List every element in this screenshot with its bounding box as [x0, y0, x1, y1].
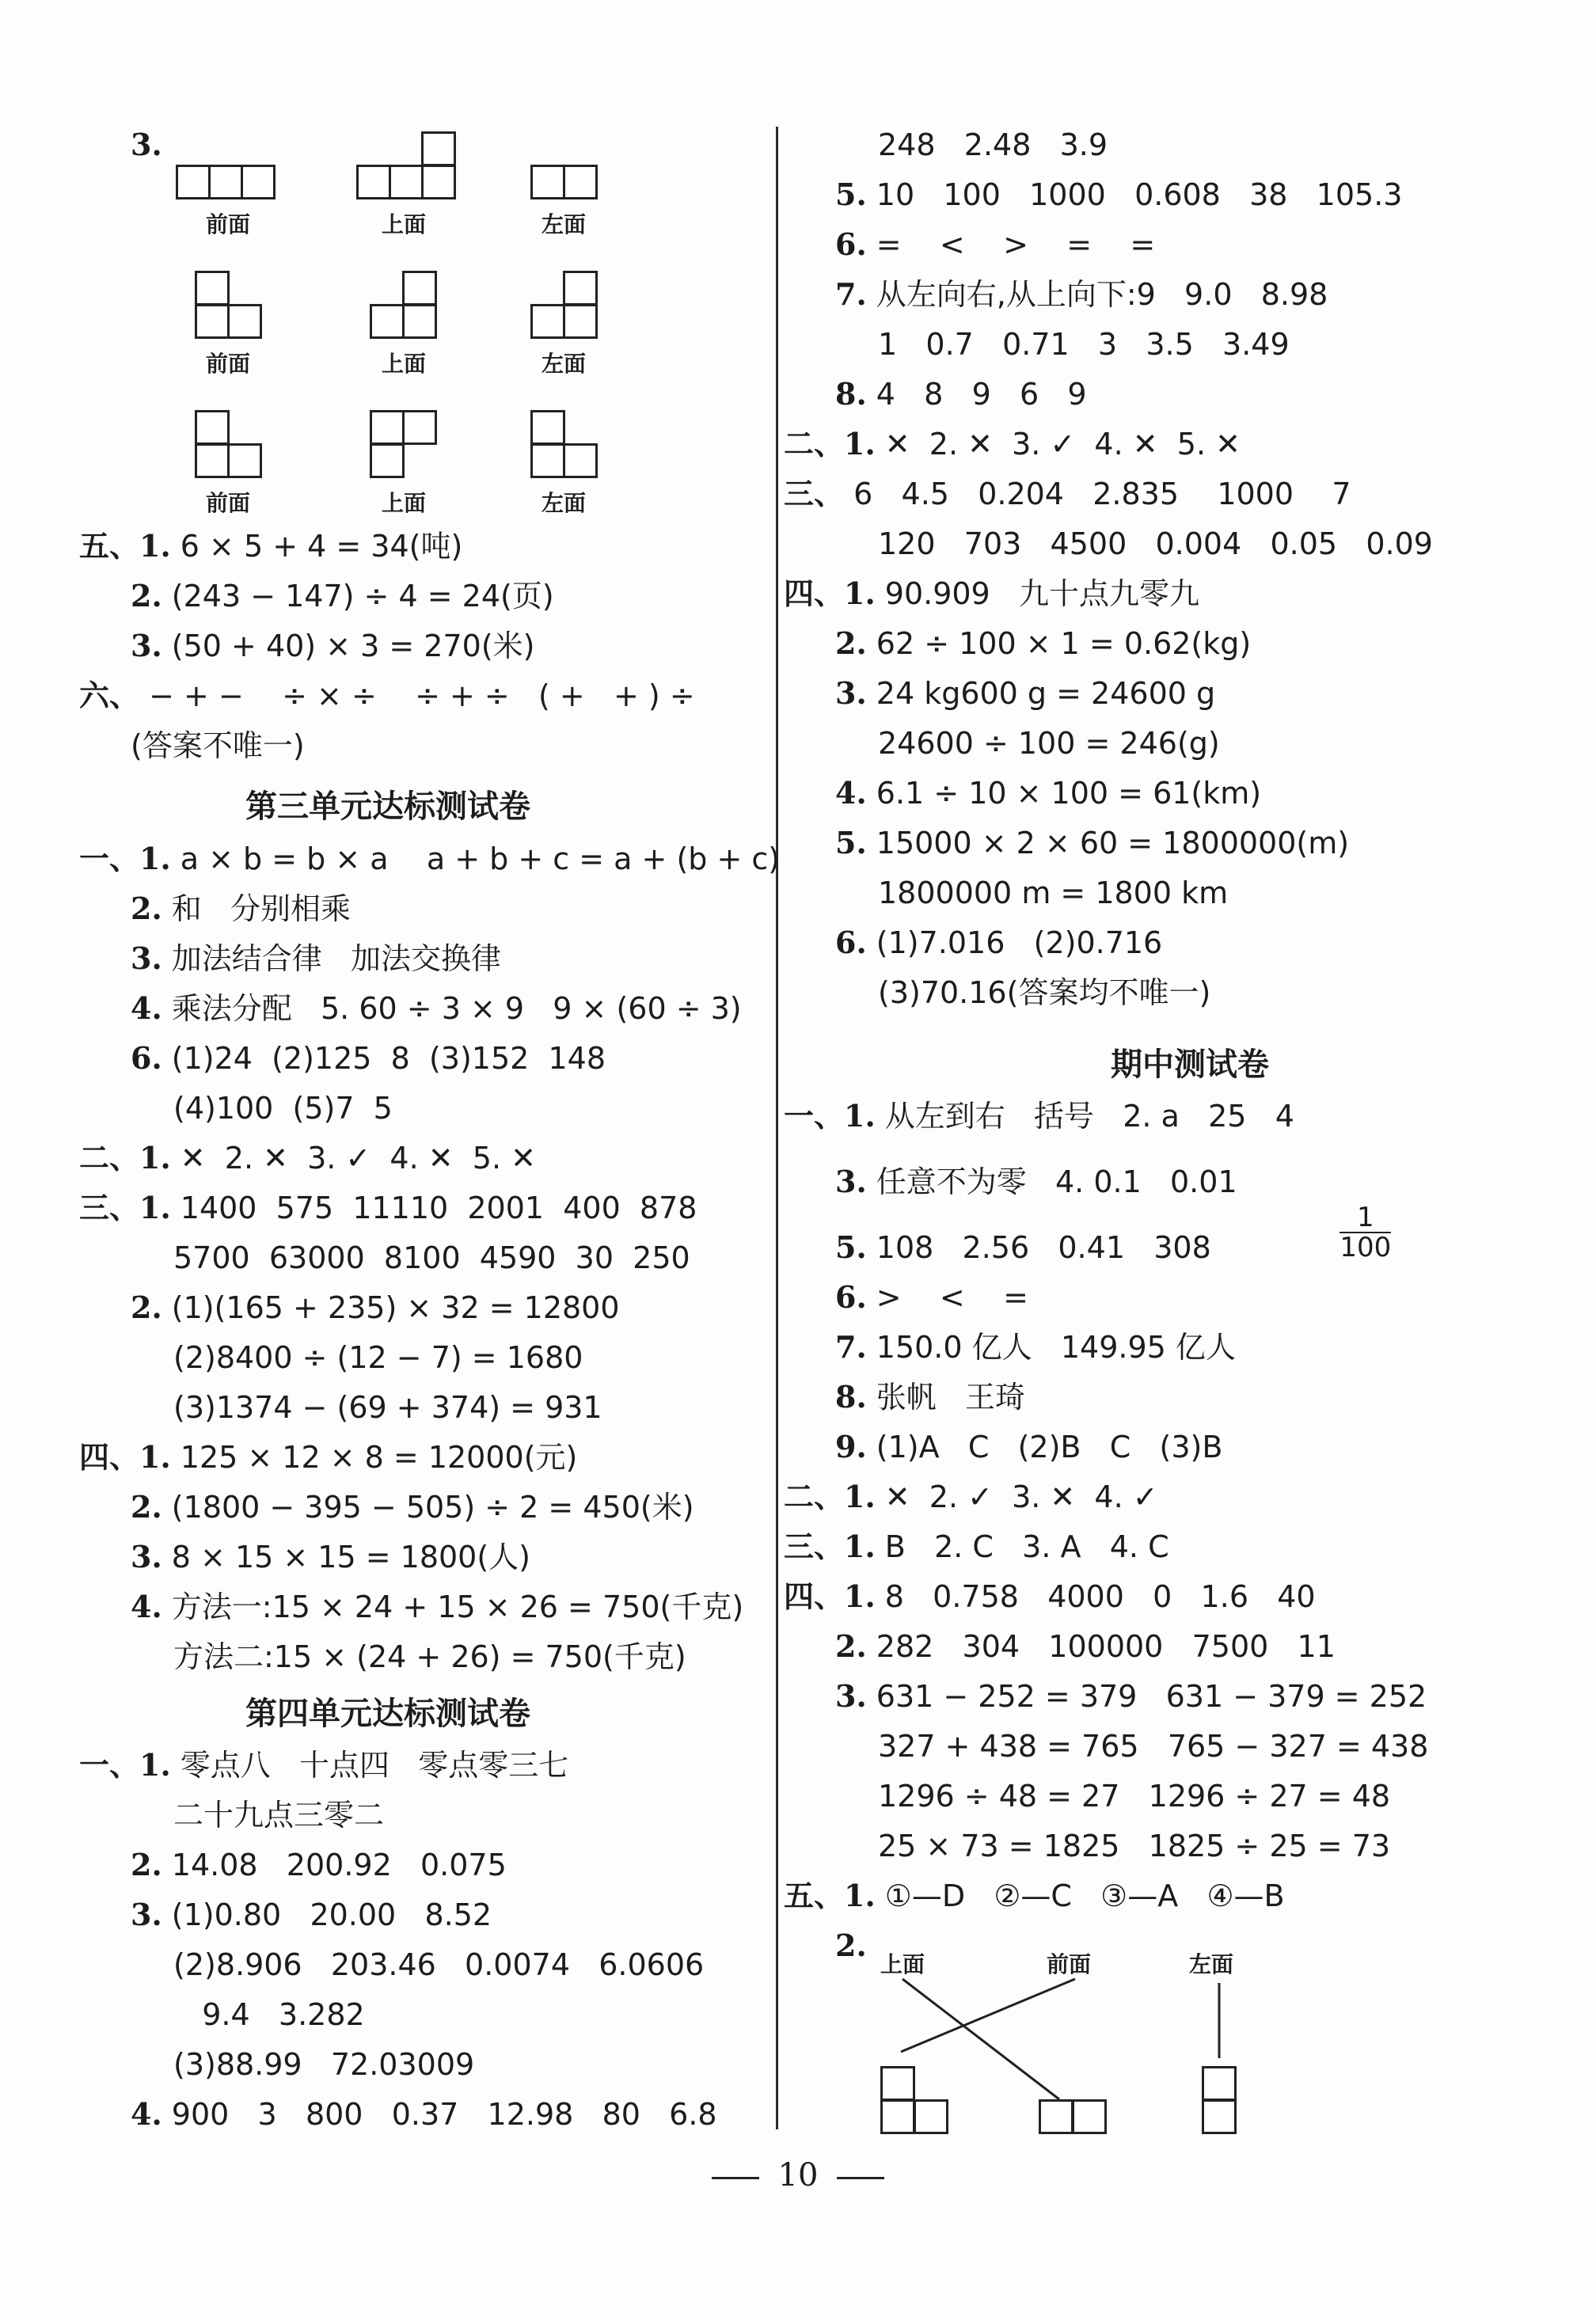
answer-line: 25 × 73 = 1825 1825 ÷ 25 = 73: [878, 1829, 1391, 1863]
answer-line: 三、1. 1400 575 11110 2001 400 878: [79, 1190, 697, 1225]
answer-line: 6. = < > = =: [835, 226, 1156, 262]
answer-line: 五、1. 6 × 5 + 4 = 34(吨): [79, 528, 463, 564]
view-label: 左面: [541, 490, 586, 516]
answer-line: 6. (1)7.016 (2)0.716: [835, 925, 1163, 960]
answer-line: 9. (1)A C (2)B C (3)B: [835, 1429, 1223, 1464]
answer-line: 2. 14.08 200.92 0.075: [131, 1847, 507, 1882]
answer-line: 一、1. 零点八 十点四 零点零三七: [79, 1747, 569, 1783]
fraction-1-100: $\frac{1}{100}$: [1340, 1202, 1392, 1263]
answer-line: 2. 和 分别相乘: [131, 891, 352, 926]
matching-lines: [784, 0, 1596, 2317]
answer-line: 4. 900 3 800 0.37 12.98 80 6.8: [131, 2096, 717, 2132]
answer-line: 一、1. 从左到右 括号 2. a 25 4: [784, 1098, 1294, 1134]
answer-line: 一、1. a × b = b × a a + b + c = a + (b + c): [79, 841, 781, 876]
answer-line: 四、1. 90.909 九十点九零九: [784, 575, 1199, 611]
answer-line: 3. 任意不为零 4. 0.1 0.01: [835, 1164, 1237, 1199]
view-label-front: 前面: [1046, 1951, 1091, 1977]
answer-line: 4. 方法一:15 × 24 + 15 × 26 = 750(千克): [131, 1589, 744, 1624]
answer-line: 2. 282 304 100000 7500 11: [835, 1628, 1336, 1664]
answer-line: 9.4 3.282: [173, 1997, 365, 2032]
answer-line: (答案不唯一): [131, 728, 305, 763]
answer-line: 2. 62 ÷ 100 × 1 = 0.62(kg): [835, 625, 1252, 661]
view-label: 前面: [205, 351, 250, 377]
section-title-midterm: 期中测试卷: [1111, 1046, 1269, 1083]
view-label: 上面: [381, 490, 426, 516]
q3-label: 3.: [131, 127, 162, 162]
answer-line: 二、1. ✕ 2. ✕ 3. ✓ 4. ✕ 5. ✕: [79, 1140, 536, 1176]
answer-line: 5. 10 100 1000 0.608 38 105.3: [835, 177, 1403, 212]
answer-line: 327 + 438 = 765 765 − 327 = 438: [878, 1729, 1429, 1764]
view-label: 前面: [205, 211, 250, 237]
answer-line: 6. (1)24 (2)125 8 (3)152 148: [131, 1040, 606, 1076]
answer-line: (3)1374 − (69 + 374) = 931: [173, 1390, 602, 1425]
view-label-left: 左面: [1188, 1951, 1233, 1977]
answer-line: 7. 从左向右,从上向下:9 9.0 8.98: [835, 276, 1328, 312]
answer-line: 三、 6 4.5 0.204 2.835 1000 7: [784, 476, 1351, 511]
answer-line: 4. 乘法分配 5. 60 ÷ 3 × 9 9 × (60 ÷ 3): [131, 990, 742, 1026]
answer-line: 120 703 4500 0.004 0.05 0.09: [878, 526, 1433, 561]
answer-line: 1 0.7 0.71 3 3.5 3.49: [878, 327, 1290, 362]
section-title-unit4: 第四单元达标测试卷: [245, 1695, 530, 1732]
answer-line: 三、1. B 2. C 3. A 4. C: [784, 1529, 1169, 1564]
answer-line: 2.: [835, 1928, 867, 1963]
answer-line: 二十九点三零二: [173, 1798, 385, 1833]
view-label: 上面: [381, 211, 426, 237]
section-title-unit3: 第三单元达标测试卷: [245, 788, 530, 825]
answer-line: 3. 8 × 15 × 15 = 1800(人): [131, 1539, 531, 1574]
answer-line: 3. (1)0.80 20.00 8.52: [131, 1897, 492, 1932]
answer-line: 3. (50 + 40) × 3 = 270(米): [131, 628, 535, 663]
page-number: 10: [0, 2157, 1596, 2194]
answer-line: (2)8400 ÷ (12 − 7) = 1680: [173, 1340, 583, 1375]
answer-line: 2. (243 − 147) ÷ 4 = 24(页): [131, 578, 554, 613]
answer-line: 3. 631 − 252 = 379 631 − 379 = 252: [835, 1678, 1427, 1714]
answer-line: 2. (1800 − 395 − 505) ÷ 2 = 450(米): [131, 1489, 694, 1525]
view-label: 左面: [541, 211, 586, 237]
view-label-top: 上面: [880, 1951, 925, 1977]
answer-line: (3)70.16(答案均不唯一): [878, 975, 1211, 1010]
answer-line: 二、1. ✕ 2. ✕ 3. ✓ 4. ✕ 5. ✕: [784, 426, 1241, 462]
view-label: 前面: [205, 490, 250, 516]
column-divider: [776, 127, 778, 2129]
answer-line: 五、1. ①—D ②—C ③—A ④—B: [784, 1878, 1285, 1913]
answer-line: 2. (1)(165 + 235) × 32 = 12800: [131, 1290, 620, 1325]
view-label: 上面: [381, 351, 426, 377]
answer-line: 7. 150.0 亿人 149.95 亿人: [835, 1329, 1236, 1365]
answer-line: 6. > < =: [835, 1279, 1028, 1315]
answer-line: 5. 108 2.56 0.41 308: [835, 1229, 1211, 1265]
answer-line: 248 2.48 3.9: [878, 127, 1108, 162]
answer-line: 二、1. ✕ 2. ✓ 3. ✕ 4. ✓: [784, 1479, 1158, 1514]
answer-line: (2)8.906 203.46 0.0074 6.0606: [173, 1947, 705, 1982]
answer-line: 8. 4 8 9 6 9: [835, 376, 1087, 412]
answer-line: 5. 15000 × 2 × 60 = 1800000(m): [835, 825, 1350, 860]
answer-line: (3)88.99 72.03009: [173, 2047, 475, 2082]
view-label: 左面: [541, 351, 586, 377]
answer-line: 方法二:15 × (24 + 26) = 750(千克): [173, 1639, 686, 1674]
answer-line: 24600 ÷ 100 = 246(g): [878, 726, 1220, 761]
answer-line: 1800000 m = 1800 km: [878, 876, 1229, 910]
answer-line: 四、1. 8 0.758 4000 0 1.6 40: [784, 1578, 1316, 1614]
answer-line: 4. 6.1 ÷ 10 × 100 = 61(km): [835, 775, 1262, 811]
answer-line: (4)100 (5)7 5: [173, 1091, 393, 1126]
answer-line: 四、1. 125 × 12 × 8 = 12000(元): [79, 1439, 578, 1475]
answer-line: 3. 加法结合律 加法交换律: [131, 940, 502, 976]
answer-line: 1296 ÷ 48 = 27 1296 ÷ 27 = 48: [878, 1779, 1391, 1814]
answer-line: 3. 24 kg600 g = 24600 g: [835, 675, 1216, 711]
answer-line: 5700 63000 8100 4590 30 250: [173, 1240, 690, 1275]
answer-line: 六、 − + − ÷ × ÷ ÷ + ÷ ( + + ) ÷: [79, 678, 695, 713]
answer-line: 8. 张帆 王琦: [835, 1379, 1026, 1415]
